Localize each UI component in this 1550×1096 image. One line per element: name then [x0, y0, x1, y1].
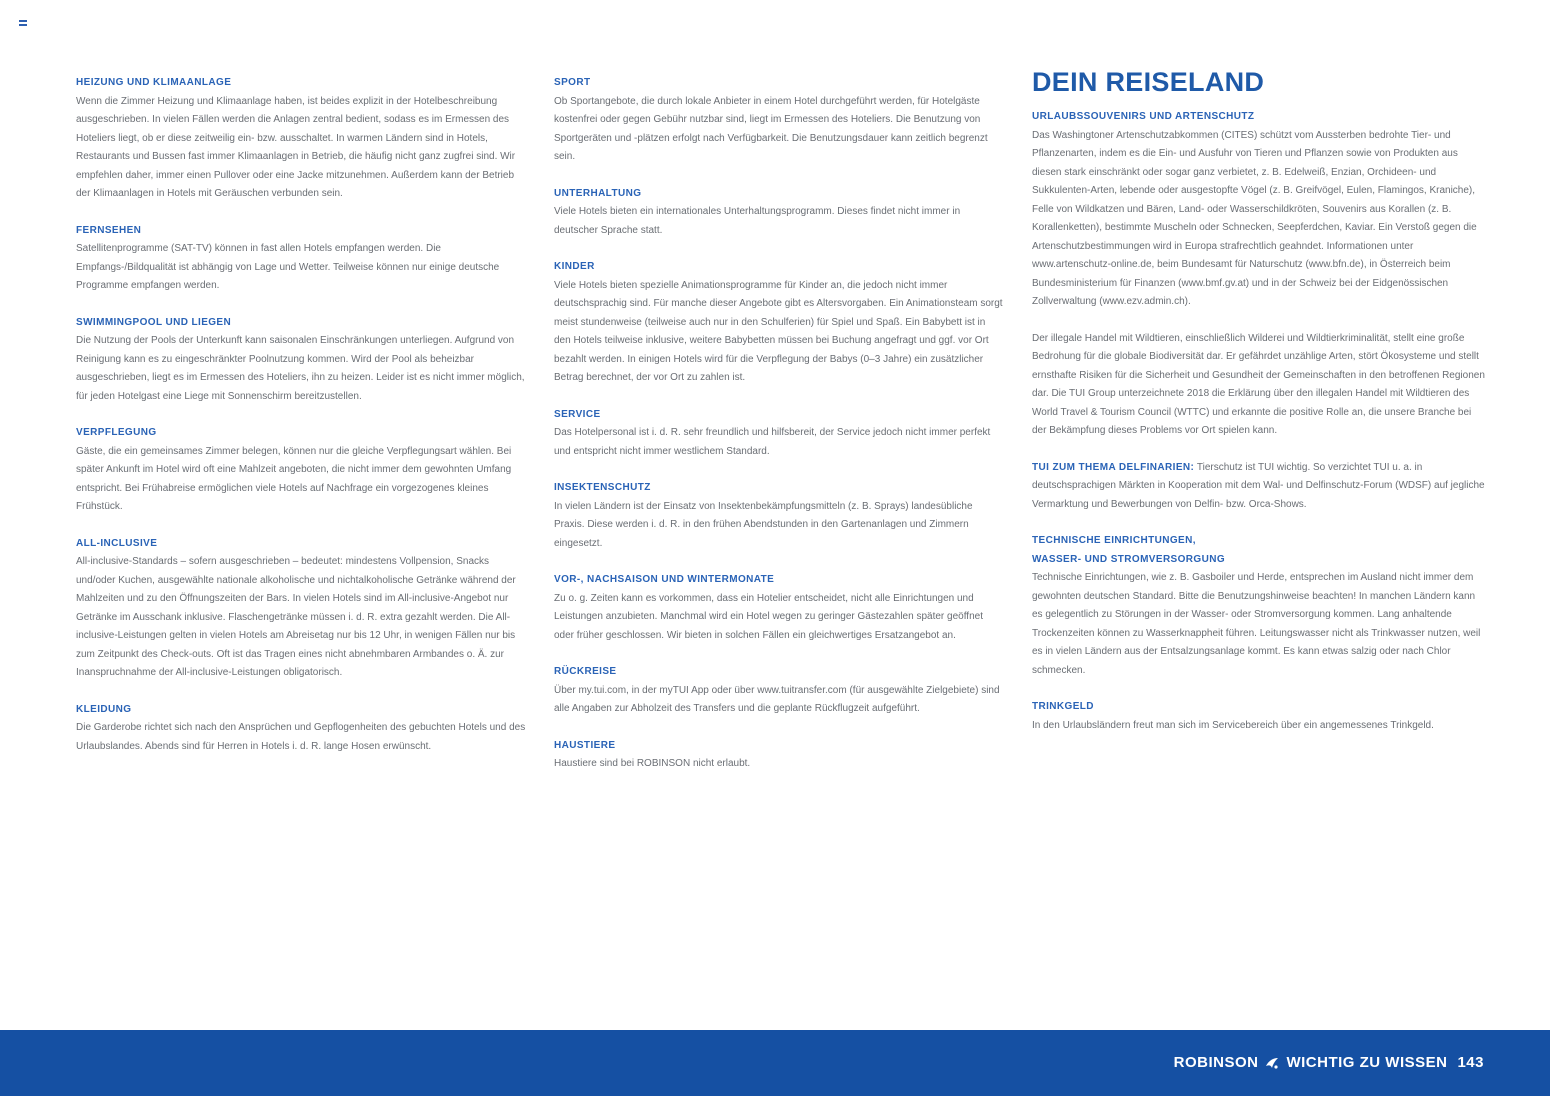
section-service: [554, 406, 1004, 462]
section-text: Der illegale Handel mit Wildtieren, einschließlich Wilderei und Wildtierkriminalität, stellt eine große Bedrohung für die globale Biodiversität dar. Er gefährdet unzählige Arten, stört Ökosysteme und stellt ernsthafte Risiken für die Sicherheit und Gesundheit der Gemeinschaften in den betroffenen Regionen dar. Die TUI Group unterzeichnete 2018 die Erklärung über den illegalen Handel mit Wildtieren des World Travel & Tourism Council (WTTC) und erkannte die positive Rolle an, die unsere Branche bei der Bekämpfung dieses Problems vor Ort spielen kann.: [1032, 332, 1485, 436]
section-insektenschutz: [554, 479, 1004, 553]
section-heading-line2: WASSER- UND STROMVERSORGUNG: [1032, 553, 1226, 565]
section-heading: VOR-, NACHSAISON UND WINTERMONATE: [554, 574, 775, 585]
section-heading: HEIZUNG UND KLIMAANLAGE: [76, 77, 232, 88]
section-lead: TUI ZUM THEMA DELFINARIEN:: [1032, 461, 1195, 473]
footer-bar: [0, 1030, 1550, 1096]
section-heizung: [76, 74, 526, 204]
column-right: [1032, 66, 1487, 753]
section-text: Über my.tui.com, in der myTUI App oder über www.tuitransfer.com (für ausgewählte Zielgebiete) sind alle Angaben zur Abholzeit des Transfers und die geplante Rückflugzeit aufgeführt.: [554, 684, 1000, 714]
section-heading: TECHNISCHE EINRICHTUNGEN,: [1032, 535, 1196, 546]
column-middle: [554, 74, 1004, 792]
section-heading: ALL-INCLUSIVE: [76, 537, 158, 549]
footer-section-title: WICHTIG ZU WISSEN: [1286, 1054, 1448, 1071]
bird-icon: [1264, 1056, 1280, 1070]
section-heading: HAUSTIERE: [554, 739, 616, 751]
section-delfinarien: [1032, 459, 1487, 515]
section-text: Wenn die Zimmer Heizung und Klimaanlage haben, ist beides explizit in der Hotelbeschreibung ausgeschrieben. In vielen Fällen werden die Anlagen zentral bedient, sodass es im Ermessen des Hoteliers liegt, ob er diese zeitweilig ein- bzw. ausschaltet. In warmen Ländern sind in Hotels, Restaurants und Bussen fast immer Klimaanlagen in Betrieb, die häufig nicht ganz zugfrei sind. Wir empfehlen daher, immer einen Pullover oder eine Jacke mitzunehmen. Außerdem kann der Betrieb der Klimaanlagen in Hotels mit Geräuschen verbunden sein.: [76, 95, 516, 199]
section-heading: KINDER: [554, 261, 595, 272]
section-heading: URLAUBSSOUVENIRS UND ARTENSCHUTZ: [1032, 111, 1255, 122]
section-text: In vielen Ländern ist der Einsatz von Insektenbekämpfungsmitteln (z. B. Sprays) landesübliche Praxis. Diese werden i. d. R. in den frühen Abendstunden in den Gartenanlagen und Zimmern eingesetzt.: [554, 500, 973, 549]
section-haustiere: [554, 737, 1004, 774]
section-kinder: [554, 258, 1004, 388]
section-artenschutz: [1032, 108, 1487, 312]
footer-content: [1174, 1054, 1484, 1071]
section-heading: SWIMMINGPOOL UND LIEGEN: [76, 316, 232, 328]
section-heading: SERVICE: [554, 408, 601, 420]
section-text: Die Garderobe richtet sich nach den Ansprüchen und Gepflogenheiten des gebuchten Hotels und des Urlaubslandes. Abends sind für Herren in Hotels i. d. R. lange Hosen erwünscht.: [76, 722, 526, 752]
section-text: Das Hotelpersonal ist i. d. R. sehr freundlich und hilfsbereit, der Service jedoch nicht immer perfekt und entspricht nicht immer westlichem Standard.: [554, 427, 991, 457]
section-text: In den Urlaubsländern freut man sich im Servicebereich über ein angemessenes Trinkgeld.: [1032, 719, 1434, 731]
section-heading: KLEIDUNG: [76, 703, 132, 715]
section-fernsehen: [76, 222, 526, 296]
section-heading: FERNSEHEN: [76, 224, 142, 236]
column-left: [76, 74, 526, 774]
section-heading: UNTERHALTUNG: [554, 187, 642, 199]
section-text: Technische Einrichtungen, wie z. B. Gasboiler und Herde, entsprechen im Ausland nicht immer dem gewohnten deutschen Standard. Bitte die Benutzungshinweise beachten! In manchen Ländern kann es gelegentlich zu Störungen in der Wasser- oder Stromversorgung kommen. Lang anhaltende Trockenzeiten können zu Wasserknappheit führen. Leitungswasser nicht als Trinkwasser nutzen, weil es in vielen Ländern aus der Entsalzungsanlage kommt. Es kann etwas salzig oder nach Chlor schmecken.: [1032, 572, 1481, 676]
brand-logo: ROBINSON: [1173, 1054, 1259, 1071]
section-kleidung: [76, 701, 526, 757]
section-nachsaison: [554, 571, 1004, 645]
section-trinkgeld: [1032, 698, 1487, 735]
section-heading: VERPFLEGUNG: [76, 427, 157, 438]
section-heading: RÜCKREISE: [554, 666, 617, 677]
page-number: 143: [1457, 1054, 1484, 1071]
section-verpflegung: [76, 424, 526, 517]
section-technik: [1032, 532, 1487, 680]
section-text: Das Washingtoner Artenschutzabkommen (CITES) schützt vom Aussterben bedrohte Tier- und Pflanzenarten, indem es die Ein- und Ausfuhr von Tieren und Pflanzen sowie von Produkten aus diesen stark einschränkt oder sogar ganz verbietet, z. B. Edelweiß, Enzian, Orchideen- und Sukkulenten-Arten, lebende oder ausgestopfte Vögel (z. B. Greifvögel, Eulen, Flamingos, Kraniche), Felle von Wildkatzen und Bären, Land- oder Wasserschildkröten, Souvenirs aus Korallen (z. B. Korallenketten), bestimmte Muscheln oder Schnecken, Seepferdchen, Kaviar. Ein Verstoß gegen die Artenschutzbestimmungen wird in Europa strafrechtlich geahndet. Informationen unter www.artenschutz-online.de, beim Bundesamt für Naturschutz (www.bfn.de), in Österreich beim Bundesministerium für Finanzen (www.bmf.gv.at) und in der Schweiz bei der Eidgenössischen Zollverwaltung (www.ezv.admin.ch).: [1032, 129, 1477, 307]
page-title: DEIN REISELAND: [1032, 67, 1265, 97]
section-text: Viele Hotels bieten spezielle Animationsprogramme für Kinder an, die jedoch nicht immer deutschsprachig sind. Für manche dieser Angebote gibt es Altersvorgaben. Ein Animationsteam sorgt meist stundenweise (teilweise auch nur in den Schulferien) für Spiel und Spaß. Ein Babybett ist in den Hotels teilweise inklusive, weitere Babybetten müssen bei Buchung angefragt und ggf. vor Ort bezahlt werden. In einigen Hotels wird für die Verpflegung der Babys (0–3 Jahre) ein zusätzlicher Betrag berechnet, der vor Ort zu zahlen ist.: [554, 279, 1003, 383]
section-text: Haustiere sind bei ROBINSON nicht erlaubt.: [554, 758, 751, 769]
section-heading: SPORT: [554, 77, 591, 88]
section-wildtierhandel: [1032, 330, 1487, 441]
section-text: All-inclusive-Standards – sofern ausgeschrieben – bedeutet: mindestens Vollpension, Snacks und/oder Kuchen, ausgewählte nationale alkoholische und nichtalkoholische Getränke während der Mahlzeiten und zu den Öffnungszeiten der Bars. In vielen Hotels sind im All-inclusive-Angebot nur Getränke im Ausschank inklusive. Flaschengetränke müssen i. d. R. extra gezahlt werden. Die All-inclusive-Leistungen gelten in vielen Hotels am Abreisetag nur bis 12 Uhr, in wenigen Fällen nur bis zum Zeitpunkt des Check-outs. Oft ist das Tragen eines nicht abnehmbaren Armbandes o. Ä. zur Inanspruchnahme der All-inclusive-Leistungen obligatorisch.: [76, 556, 516, 678]
menu-icon[interactable]: [19, 20, 27, 28]
section-heading: INSEKTENSCHUTZ: [554, 482, 651, 493]
section-unterhaltung: [554, 185, 1004, 241]
section-lead-text: Tierschutz ist TUI wichtig. So verzichtet TUI u. a. in deutschsprachigen Märkten in Kooperation mit dem Wal- und Delfinschutz-Forum (WDSF) auf jegliche Vermarktung und Bewerbungen von Delfin- bzw. Orca-Shows.: [1032, 461, 1485, 510]
section-text: Zu o. g. Zeiten kann es vorkommen, dass ein Hotelier entscheidet, nicht alle Einrichtungen und Leistungen anzubieten. Manchmal wird ein Hotel wegen zu geringer Gästezahlen später geöffnet oder früher geschlossen. Wir bieten in solchen Fällen ein gleichwertiges Ersatzangebot an.: [554, 592, 983, 641]
section-text: Die Nutzung der Pools der Unterkunft kann saisonalen Einschränkungen unterliegen. Aufgrund von Reinigung kann es zu eingeschränkter Poolnutzung kommen. Wird der Pool als beheizbar ausgeschrieben, liegt es im Ermessen des Hoteliers, ihn zu heizen. Leider ist es nicht immer möglich, für jeden Hotelgast eine Liege mit Sonnenschirm bereitzustellen.: [76, 335, 525, 402]
section-all-inclusive: [76, 535, 526, 683]
section-sport: [554, 74, 1004, 167]
section-swimmingpool: [76, 314, 526, 407]
section-text: Ob Sportangebote, die durch lokale Anbieter in einem Hotel durchgeführt werden, für Hotelgäste kostenfrei oder gegen Gebühr nutzbar sind, liegt im Ermessen des Hoteliers. Die Benutzung von Sportgeräten und -plätzen erfolgt nach Verfügbarkeit. Die Benutzungsdauer kann zeitlich begrenzt sein.: [554, 95, 988, 162]
section-heading: TRINKGELD: [1032, 701, 1094, 712]
section-text: Viele Hotels bieten ein internationales Unterhaltungsprogramm. Dieses findet nicht immer in deutscher Sprache statt.: [554, 206, 961, 236]
section-text: Satellitenprogramme (SAT-TV) können in fast allen Hotels empfangen werden. Die Empfangs-/Bildqualität ist abhängig von Lage und Wetter. Teilweise können nur einige deutsche Programme empfangen werden.: [76, 243, 500, 291]
section-rueckreise: [554, 663, 1004, 719]
section-text: [1032, 459, 1487, 515]
section-text: Gäste, die ein gemeinsames Zimmer belegen, können nur die gleiche Verpflegungsart wählen. Bei später Ankunft im Hotel wird oft eine Mahlzeit angeboten, die nicht immer dem gewohnten Umfang entspricht. Bei Frühabreise ermöglichen viele Hotels auf Nachfrage ein vorgezogenes kleines Frühstück.: [76, 445, 512, 512]
